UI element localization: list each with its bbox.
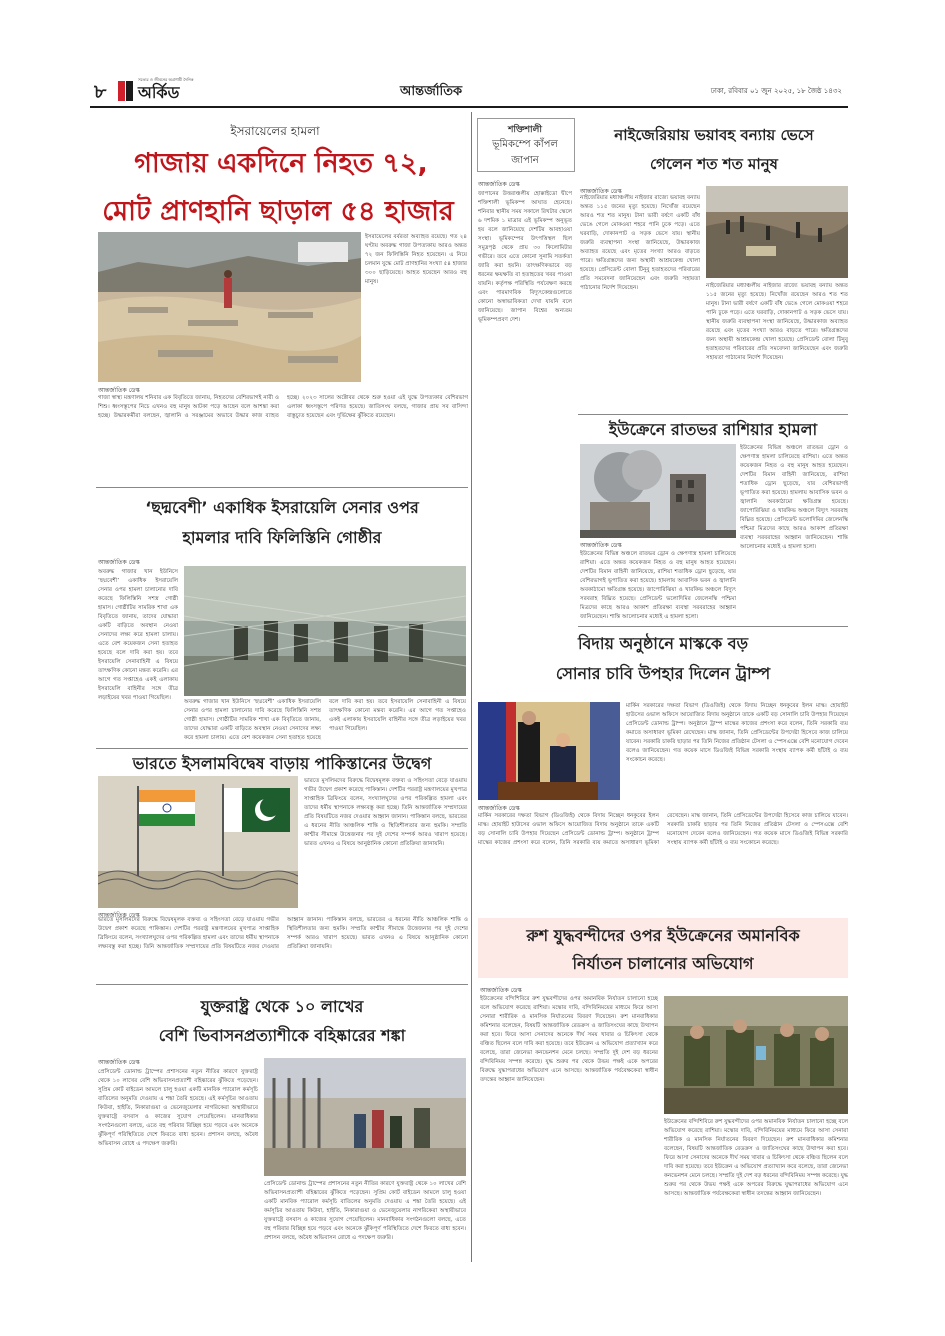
india-pakistan-body-continued: ভারতে মুসলিমদের বিরুদ্ধে বিদ্বেষমূলক বক্তব্য ও সহিংসতা বেড়ে যাওয়ায় গভীর উদ্বেগ প্রকাশ করেছে পাকিস্তান। দেশটির পররাষ্ট্র মন্ত্রণালয়ের মুখপাত্র সাপ্তাহিক ব্রিফিংয়ে বলেন, সংখ্যালঘুদের ওপর পরিকল্পিত হামলা এবং তাদের ধর্মীয় স্থাপনাকে লক্ষ্যবস্তু করা হচ্ছে। তিনি আন্তর্জাতিক সম্প্রদায়ের প্রতি বিষয়টিতে নজর দেওয়ার আহ্বান জানান। পাকিস্তান বলছে, ভারতের এ ধরনের নীতি আঞ্চলিক শান্তি ও স্থিতিশীলতার জন্য হুমকি। সম্প্রতি কাশ্মীর সীমান্তে উত্তেজনার পর দুই দেশের সম্পর্ক আরও খারাপ হয়েছে। ভারত এখনও এ বিষয়ে আনুষ্ঠানিক কোনো প্রতিক্রিয়া জানায়নি। (98, 917, 468, 950)
nigeria-headline-1: নাইজেরিয়ায় ভয়াবহ বন্যায় ভেসে (614, 126, 814, 144)
gaza-body: গাজা স্বাস্থ্য মন্ত্রণালয় শনিবার এক বিবৃতিতে জানায়, নিহতদের বেশিরভাগই নারী ও শিশু। ধ্বংসস্তূপের নিচে এখনও বহু মানুষ আটকা পড়ে আছেন বলে আশঙ্কা করা হচ্ছে। উদ্ধারকর্মীরা বলছেন, জ্বালানি ও সরঞ্জামের অভাবে উদ্ধার কাজ ব্যাহত হচ্ছে। ২০২৩ সালের অক্টোবর থেকে শুরু হওয়া এই যুদ্ধে উপত্যকার বেশিরভাগ এলাকা ধ্বংসস্তূপে পরিণত হয়েছে। জাতিসংঘ বলছে, গাজার প্রায় সব বাসিন্দা বাস্তুচ্যুত হয়েছেন এবং দুর্ভিক্ষের ঝুঁকিতে রয়েছেন। (98, 395, 468, 419)
trump-musk-photo (478, 702, 620, 800)
ukraine-attack-byline: আন্তর্জাতিক ডেস্ক (580, 542, 622, 549)
disguised-body: অবরুদ্ধ গাজার খান ইউনিসে ‘ছদ্মবেশী’ একাধিক ইসরায়েলি সেনার ওপর হামলা চালানোর দাবি করেছে ফিলিস্তিনি সশস্ত্র গোষ্ঠী হামাস। গোষ্ঠীটির সামরিক শাখা এক বিবৃতিতে জানায়, তাদের যোদ্ধারা একটি বাড়িতে অবস্থান নেওয়া সেনাদের লক্ষ্য করে হামলা চালায়। এতে বেশ কয়েকজন সেনা হতাহত হয়েছে বলে দাবি করা হয়। তবে ইসরায়েলি সেনাবাহিনী এ বিষয়ে তাৎক্ষণিক কোনো মন্তব্য করেনি। এর আগে গত সপ্তাহেও একই এলাকায় ইসরায়েলি বাহিনীর সঙ্গে তীব্র লড়াইয়ের খবর পাওয়া গিয়েছিল। (98, 569, 178, 701)
gaza-lead: ইসরায়েলের বর্বরতা অব্যাহত রয়েছে। গত ২৪ ঘণ্টায় অবরুদ্ধ গাজা উপত্যকায় আরও অন্তত ৭২ জন ফিলিস্তিনি নিহত হয়েছেন। এ নিয়ে চলমান যুদ্ধে মোট প্রাণহানির সংখ্যা ৫৪ হাজার ৩০০ ছাড়িয়েছে। আহত হয়েছেন আরও বহু মানুষ। (365, 234, 467, 285)
japan-kicker-3: জাপান (511, 155, 539, 166)
us-deport-body: প্রেসিডেন্ট ডোনাল্ড ট্রাম্পের প্রশাসনের নতুন নীতির কারণে যুক্তরাষ্ট্র থেকে ১০ লাখের বেশি অভিবাসনপ্রত্যাশী বহিষ্কারের ঝুঁকিতে পড়েছেন। সুপ্রিম কোর্ট বাইডেন আমলে চালু হওয়া একটি মানবিক প্যারোল কর্মসূচি বাতিলের অনুমতি দেওয়ায় এ শঙ্কা তৈরি হয়েছে। এই কর্মসূচির আওতায় কিউবা, হাইতি, নিকারাগুয়া ও ভেনেজুয়েলার নাগরিকেরা অস্থায়ীভাবে যুক্তরাষ্ট্রে বসবাস ও কাজের সুযোগ পেয়েছিলেন। মানবাধিকার সংগঠনগুলো বলছে, এতে বহু পরিবার বিচ্ছিন্ন হয়ে পড়বে এবং অনেকে ঝুঁকিপূর্ণ পরিস্থিতিতে দেশে ফিরতে বাধ্য হবেন। প্রশাসন বলছে, অবৈধ অভিবাসন রোধে এ পদক্ষেপ জরুরি। (98, 1069, 258, 1147)
disguised-headline-2: হামলার দাবি ফিলিস্তিনি গোষ্ঠীর (182, 528, 382, 547)
us-deport-headline-2: বেশি ভিবাসনপ্রত্যাশীকে বহিষ্কারের শঙ্কা (158, 1026, 406, 1045)
musk-key-headline-2: সোনার চাবি উপহার দিলেন ট্রাম্প (555, 664, 771, 683)
musk-key-body: মার্কিন সরকারের দক্ষতা বিভাগ (ডিওজিই) থেকে বিদায় নিচ্ছেন ধনকুবের ইলন মাস্ক। হোয়াইট হাউসের ওভাল অফিসে আয়োজিত বিদায় অনুষ্ঠানে তাকে একটি বড় সোনালি চাবি উপহার দিয়েছেন প্রেসিডেন্ট ডোনাল্ড ট্রাম্প। অনুষ্ঠানে ট্রাম্প মাস্কের কাজের প্রশংসা করে বলেন, তিনি সরকারি ব্যয় কমাতে অসাধারণ ভূমিকা রেখেছেন। মাস্ক জানান, তিনি প্রেসিডেন্টের উপদেষ্টা হিসেবে কাজ চালিয়ে যাবেন। সরকারি চাকরি ছাড়ার পর তিনি নিজের প্রতিষ্ঠান টেসলা ও স্পেসএক্সে বেশি মনোযোগ দেবেন বলেও জানিয়েছেন। গত কয়েক মাসে ডিওজিই বিভিন্ন সরকারি সংস্থায় ব্যাপক কর্মী ছাঁটাই ও ব্যয় সংকোচন করেছে। (626, 703, 848, 763)
pow-body: ইউক্রেনের বন্দিশিবিরে রুশ যুদ্ধবন্দীদের ওপর অমানবিক নির্যাতন চালানো হচ্ছে বলে অভিযোগ করেছে রাশিয়া। মস্কোর দাবি, বন্দিবিনিময়ের মাধ্যমে ফিরে আসা সেনারা শারীরিক ও মানসিক নির্যাতনের বিবরণ দিয়েছেন। রুশ মানবাধিকার কমিশনার বলেছেন, বিষয়টি আন্তর্জাতিক রেডক্রস ও জাতিসংঘের কাছে উত্থাপন করা হবে। ফিরে আসা সেনাদের অনেকে দীর্ঘ সময় খাবার ও চিকিৎসা থেকে বঞ্চিত ছিলেন বলে দাবি করা হয়েছে। তবে ইউক্রেন এ অভিযোগ প্রত্যাখ্যান করে বলেছে, তারা জেনেভা কনভেনশন মেনে চলছে। সম্প্রতি দুই দেশ বড় ধরনের বন্দিবিনিময় সম্পন্ন করেছে। যুদ্ধ শুরুর পর থেকে উভয় পক্ষই একে অপরের বিরুদ্ধে যুদ্ধাপরাধের অভিযোগ এনে আসছে। আন্তর্জাতিক পর্যবেক্ষকেরা স্বাধীন তদন্তের আহ্বান জানিয়েছেন। (480, 996, 658, 1083)
divider (96, 984, 468, 985)
musk-key-body-continued: মার্কিন সরকারের দক্ষতা বিভাগ (ডিওজিই) থেকে বিদায় নিচ্ছেন ধনকুবের ইলন মাস্ক। হোয়াইট হাউসের ওভাল অফিসে আয়োজিত বিদায় অনুষ্ঠানে তাকে একটি বড় সোনালি চাবি উপহার দিয়েছেন প্রেসিডেন্ট ডোনাল্ড ট্রাম্প। অনুষ্ঠানে ট্রাম্প মাস্কের কাজের প্রশংসা করে বলেন, তিনি সরকারি ব্যয় কমাতে অসাধারণ ভূমিকা রেখেছেন। মাস্ক জানান, তিনি প্রেসিডেন্টের উপদেষ্টা হিসেবে কাজ চালিয়ে যাবেন। সরকারি চাকরি ছাড়ার পর তিনি নিজের প্রতিষ্ঠান টেসলা ও স্পেসএক্সে বেশি মনোযোগ দেবেন বলেও জানিয়েছেন। গত কয়েক মাসে ডিওজিই বিভিন্ন সরকারি সংস্থায় ব্যাপক কর্মী ছাঁটাই ও ব্যয় সংকোচন করেছে। (478, 813, 848, 846)
page-number: ৮ (94, 81, 107, 103)
gaza-kicker: ইসরায়েলের হামলা (230, 124, 320, 138)
india-pakistan-headline: ভারতে ইসলামবিদ্বেষ বাড়ায় পাকিস্তানের উদ্বেগ (132, 754, 432, 773)
column-divider (471, 112, 472, 1262)
divider (96, 748, 468, 749)
japan-byline: আন্তর্জাতিক ডেস্ক (478, 181, 520, 188)
nigeria-body-continued: নাইজেরিয়ার মধ্যাঞ্চলীয় নাইজার রাজ্যে ভয়াবহ বন্যায় অন্তত ১১৫ জনের মৃত্যু হয়েছে। নিখোঁজ রয়েছেন আরও শত শত মানুষ। টানা ভারী বর্ষণে একটি বাঁধ ভেঙে গেলে মোকওয়া শহরে পানি ঢুকে পড়ে। এতে ঘরবাড়ি, দোকানপাট ও সড়ক ভেসে যায়। স্থানীয় জরুরি ব্যবস্থাপনা সংস্থা জানিয়েছে, উদ্ধারকাজ অব্যাহত রয়েছে এবং মৃতের সংখ্যা আরও বাড়তে পারে। ক্ষতিগ্রস্তদের জন্য অস্থায়ী আশ্রয়কেন্দ্র খোলা হয়েছে। প্রেসিডেন্ট বোলা টিনুবু হতাহতদের পরিবারের প্রতি সমবেদনা জানিয়েছেন এবং জরুরি সহায়তা পাঠানোর নির্দেশ দিয়েছেন। (706, 283, 848, 361)
us-deport-byline: আন্তর্জাতিক ডেস্ক (98, 1059, 140, 1066)
india-pakistan-flags-photo (98, 776, 298, 908)
ukraine-smoke-photo (580, 444, 736, 538)
nigeria-flood-photo (706, 186, 848, 278)
musk-key-headline-1: বিদায় অনুষ্ঠানে মাস্ককে বড় (577, 634, 749, 653)
gaza-cemetery-photo (98, 232, 361, 382)
divider (96, 487, 468, 488)
disguised-headline-1: ‘ছদ্মবেশী’ একাধিক ইসরায়েলি সেনার ওপর (145, 498, 419, 517)
pow-body-continued: ইউক্রেনের বন্দিশিবিরে রুশ যুদ্ধবন্দীদের ওপর অমানবিক নির্যাতন চালানো হচ্ছে বলে অভিযোগ করেছে রাশিয়া। মস্কোর দাবি, বন্দিবিনিময়ের মাধ্যমে ফিরে আসা সেনারা শারীরিক ও মানসিক নির্যাতনের বিবরণ দিয়েছেন। রুশ মানবাধিকার কমিশনার বলেছেন, বিষয়টি আন্তর্জাতিক রেডক্রস ও জাতিসংঘের কাছে উত্থাপন করা হবে। ফিরে আসা সেনাদের অনেকে দীর্ঘ সময় খাবার ও চিকিৎসা থেকে বঞ্চিত ছিলেন বলে দাবি করা হয়েছে। তবে ইউক্রেন এ অভিযোগ প্রত্যাখ্যান করে বলেছে, তারা জেনেভা কনভেনশন মেনে চলছে। সম্প্রতি দুই দেশ বড় ধরনের বন্দিবিনিময় সম্পন্ন করেছে। যুদ্ধ শুরুর পর থেকে উভয় পক্ষই একে অপরের বিরুদ্ধে যুদ্ধাপরাধের অভিযোগ এনে আসছে। আন্তর্জাতিক পর্যবেক্ষকেরা স্বাধীন তদন্তের আহ্বান জানিয়েছেন। (664, 1119, 848, 1197)
gaza-byline: আন্তর্জাতিক ডেস্ক (98, 387, 140, 394)
pow-headline-2: নির্যাতন চালানোর অভিযোগ (572, 954, 754, 973)
logo (118, 78, 214, 106)
dateline: ঢাকা, রবিবার ০১ জুন ২০২৫, ১৮ জৈষ্ঠ ১৪৩২ (710, 87, 842, 95)
us-deport-headline-1: যুক্তরাষ্ট্র থেকে ১০ লাখের (200, 997, 364, 1016)
section-title: আন্তর্জাতিক (400, 84, 463, 99)
disguised-body-continued: অবরুদ্ধ গাজার খান ইউনিসে ‘ছদ্মবেশী’ একাধিক ইসরায়েলি সেনার ওপর হামলা চালানোর দাবি করেছে ফিলিস্তিনি সশস্ত্র গোষ্ঠী হামাস। গোষ্ঠীটির সামরিক শাখা এক বিবৃতিতে জানায়, তাদের যোদ্ধারা একটি বাড়িতে অবস্থান নেওয়া সেনাদের লক্ষ্য করে হামলা চালায়। এতে বেশ কয়েকজন সেনা হতাহত হয়েছে বলে দাবি করা হয়। তবে ইসরায়েলি সেনাবাহিনী এ বিষয়ে তাৎক্ষণিক কোনো মন্তব্য করেনি। এর আগে গত সপ্তাহেও একই এলাকায় ইসরায়েলি বাহিনীর সঙ্গে তীব্র লড়াইয়ের খবর পাওয়া গিয়েছিল। (184, 699, 466, 741)
india-pakistan-byline: আন্তর্জাতিক ডেস্ক (98, 912, 140, 919)
ukraine-attack-body-continued: ইউক্রেনের বিভিন্ন অঞ্চলে রাতভর ড্রোন ও ক্ষেপণাস্ত্র হামলা চালিয়েছে রাশিয়া। এতে অন্তত কয়েকজন নিহত ও বহু মানুষ আহত হয়েছেন। দেশটির বিমান বাহিনী জানিয়েছে, রাশিয়া শতাধিক ড্রোন ছুড়েছে, যার বেশিরভাগই ভূপাতিত করা হয়েছে। হামলায় আবাসিক ভবন ও জ্বালানি অবকাঠামো ক্ষতিগ্রস্ত হয়েছে। জাপোরিঝিয়া ও খারকিভ অঞ্চলে বিদ্যুৎ সরবরাহ বিঘ্নিত হয়েছে। প্রেসিডেন্ট ভলোদিমির জেলেনস্কি পশ্চিমা মিত্রদের কাছে আরও আকাশ প্রতিরক্ষা ব্যবস্থা সরবরাহের আহ্বান জানিয়েছেন। শান্তি আলোচনার মধ্যেই এ হামলা হলো। (580, 551, 736, 620)
migrants-border-photo (264, 1058, 466, 1176)
nigeria-body: নাইজেরিয়ার মধ্যাঞ্চলীয় নাইজার রাজ্যে ভয়াবহ বন্যায় অন্তত ১১৫ জনের মৃত্যু হয়েছে। নিখোঁজ রয়েছেন আরও শত শত মানুষ। টানা ভারী বর্ষণে একটি বাঁধ ভেঙে গেলে মোকওয়া শহরে পানি ঢুকে পড়ে। এতে ঘরবাড়ি, দোকানপাট ও সড়ক ভেসে যায়। স্থানীয় জরুরি ব্যবস্থাপনা সংস্থা জানিয়েছে, উদ্ধারকাজ অব্যাহত রয়েছে এবং মৃতের সংখ্যা আরও বাড়তে পারে। ক্ষতিগ্রস্তদের জন্য অস্থায়ী আশ্রয়কেন্দ্র খোলা হয়েছে। প্রেসিডেন্ট বোলা টিনুবু হতাহতদের পরিবারের প্রতি সমবেদনা জানিয়েছেন এবং জরুরি সহায়তা পাঠানোর নির্দেশ দিয়েছেন। (580, 195, 700, 291)
divider (578, 626, 848, 627)
japan-kicker-2: ভূমিকম্পে কাঁপল (492, 139, 558, 150)
musk-key-byline: আন্তর্জাতিক ডেস্ক (478, 805, 520, 812)
disguised-byline: আন্তর্জাতিক ডেস্ক (98, 559, 140, 566)
japan-body: জাপানের উত্তরাঞ্চলীয় হোক্কাইডো দ্বীপে শক্তিশালী ভূমিকম্প আঘাত হেনেছে। শনিবার স্থানীয় সময় সকালে রিখটার স্কেলে ৬ দশমিক ১ মাত্রার এই ভূমিকম্প অনুভূত হয় বলে জানিয়েছে দেশটির আবহাওয়া সংস্থা। ভূমিকম্পের উৎপত্তিস্থল ছিল সমুদ্রপৃষ্ঠ থেকে প্রায় ৩০ কিলোমিটার গভীরে। তবে এতে কোনো সুনামি সতর্কতা জারি করা হয়নি। তাৎক্ষণিকভাবে বড় ধরনের ক্ষয়ক্ষতি বা হতাহতের খবর পাওয়া যায়নি। কর্তৃপক্ষ পরিস্থিতি পর্যবেক্ষণ করছে এবং পারমাণবিক বিদ্যুৎকেন্দ্রগুলোতে কোনো অস্বাভাবিকতা দেখা যায়নি বলে জানিয়েছে। জাপান বিশ্বের অন্যতম ভূমিকম্পপ্রবণ দেশ। (478, 191, 572, 323)
masthead-rule (90, 106, 848, 108)
soldiers-trench-photo (664, 996, 848, 1114)
svg-text:অর্কিড: অর্কিড (138, 83, 180, 102)
gaza-headline-1: গাজায় একদিনে নিহত ৭২, (134, 148, 428, 179)
japan-kicker-1: শক্তিশালী (508, 125, 542, 135)
logo-tagline: সত্যের ও জীবনের অগ্রগামী দৈনিক (138, 77, 194, 82)
nigeria-headline-2: গেলেন শত শত মানুষ (650, 155, 778, 173)
divider (578, 414, 848, 415)
masthead (90, 76, 850, 116)
ukraine-attack-headline: ইউক্রেনে রাতভর রাশিয়ার হামলা (608, 420, 818, 439)
ukraine-attack-body: ইউক্রেনের বিভিন্ন অঞ্চলে রাতভর ড্রোন ও ক্ষেপণাস্ত্র হামলা চালিয়েছে রাশিয়া। এতে অন্তত কয়েকজন নিহত ও বহু মানুষ আহত হয়েছেন। দেশটির বিমান বাহিনী জানিয়েছে, রাশিয়া শতাধিক ড্রোন ছুড়েছে, যার বেশিরভাগই ভূপাতিত করা হয়েছে। হামলায় আবাসিক ভবন ও জ্বালানি অবকাঠামো ক্ষতিগ্রস্ত হয়েছে। জাপোরিঝিয়া ও খারকিভ অঞ্চলে বিদ্যুৎ সরবরাহ বিঘ্নিত হয়েছে। প্রেসিডেন্ট ভলোদিমির জেলেনস্কি পশ্চিমা মিত্রদের কাছে আরও আকাশ প্রতিরক্ষা ব্যবস্থা সরবরাহের আহ্বান জানিয়েছেন। শান্তি আলোচনার মধ্যেই এ হামলা হলো। (740, 445, 848, 550)
gaza-headline-2: মোট প্রাণহানি ছাড়াল ৫৪ হাজার (102, 196, 454, 227)
pow-headline-1: রুশ যুদ্ধবন্দীদের ওপর ইউক্রেনের অমানবিক (526, 926, 800, 945)
soldiers-fence-photo (184, 566, 466, 696)
nigeria-byline: আন্তর্জাতিক ডেস্ক (580, 188, 622, 195)
us-deport-body-continued: প্রেসিডেন্ট ডোনাল্ড ট্রাম্পের প্রশাসনের নতুন নীতির কারণে যুক্তরাষ্ট্র থেকে ১০ লাখের বেশি অভিবাসনপ্রত্যাশী বহিষ্কারের ঝুঁকিতে পড়েছেন। সুপ্রিম কোর্ট বাইডেন আমলে চালু হওয়া একটি মানবিক প্যারোল কর্মসূচি বাতিলের অনুমতি দেওয়ায় এ শঙ্কা তৈরি হয়েছে। এই কর্মসূচির আওতায় কিউবা, হাইতি, নিকারাগুয়া ও ভেনেজুয়েলার নাগরিকেরা অস্থায়ীভাবে যুক্তরাষ্ট্রে বসবাস ও কাজের সুযোগ পেয়েছিলেন। মানবাধিকার সংগঠনগুলো বলছে, এতে বহু পরিবার বিচ্ছিন্ন হয়ে পড়বে এবং অনেকে ঝুঁকিপূর্ণ পরিস্থিতিতে দেশে ফিরতে বাধ্য হবেন। প্রশাসন বলছে, অবৈধ অভিবাসন রোধে এ পদক্ষেপ জরুরি। (264, 1181, 466, 1241)
india-pakistan-body: ভারতে মুসলিমদের বিরুদ্ধে বিদ্বেষমূলক বক্তব্য ও সহিংসতা বেড়ে যাওয়ায় গভীর উদ্বেগ প্রকাশ করেছে পাকিস্তান। দেশটির পররাষ্ট্র মন্ত্রণালয়ের মুখপাত্র সাপ্তাহিক ব্রিফিংয়ে বলেন, সংখ্যালঘুদের ওপর পরিকল্পিত হামলা এবং তাদের ধর্মীয় স্থাপনাকে লক্ষ্যবস্তু করা হচ্ছে। তিনি আন্তর্জাতিক সম্প্রদায়ের প্রতি বিষয়টিতে নজর দেওয়ার আহ্বান জানান। পাকিস্তান বলছে, ভারতের এ ধরনের নীতি আঞ্চলিক শান্তি ও স্থিতিশীলতার জন্য হুমকি। সম্প্রতি কাশ্মীর সীমান্তে উত্তেজনার পর দুই দেশের সম্পর্ক আরও খারাপ হয়েছে। ভারত এখনও এ বিষয়ে আনুষ্ঠানিক কোনো প্রতিক্রিয়া জানায়নি। (304, 778, 467, 847)
pow-byline: আন্তর্জাতিক ডেস্ক (480, 987, 522, 994)
